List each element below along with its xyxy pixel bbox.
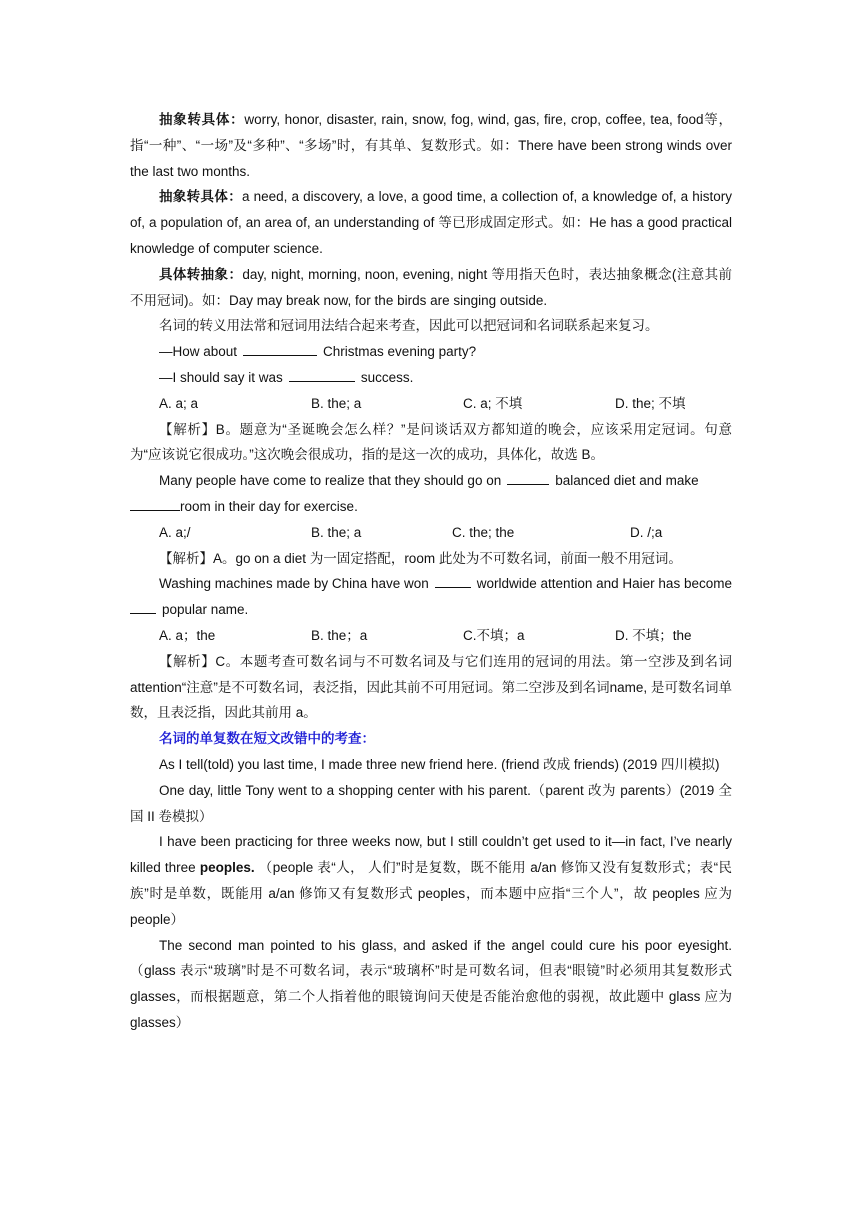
paragraph-text: worry, honor, disaster, rain, snow, fog, wind, gas, fire, crop, coffee, tea, food等，指“一种”、“一场”及“多种”、“多场”时，有其单、复数形式。如：There have been strong winds over the last two months. bbox=[130, 112, 732, 179]
example-bold-word: peoples. bbox=[199, 860, 255, 876]
paragraph-label: 抽象转具体： bbox=[159, 189, 243, 205]
document-body bbox=[130, 107, 732, 1036]
question-2-options bbox=[130, 520, 732, 546]
question-1-line-1 bbox=[130, 339, 732, 365]
question-text: —I should say it was bbox=[159, 369, 283, 385]
example-2: One day, little Tony went to a shopping center with his parent.（parent 改为 parents）(2019 全国 II 卷模拟） bbox=[130, 782, 732, 824]
option-d: D. 不填；the bbox=[615, 627, 692, 643]
option-b: B. the；a bbox=[311, 627, 368, 643]
answer-blank bbox=[289, 366, 355, 382]
option-c: C. a; 不填 bbox=[463, 395, 523, 411]
question-text: balanced diet and make bbox=[555, 473, 699, 489]
question-3-analysis: 【解析】C。本题考查可数名词与不可数名词及与它们连用的冠词的用法。第一空涉及到名词 attention“注意”是不可数名词，表泛指，因此其前不可用冠词。第二空涉及到名词name, 是可数名词单数，且表泛指，因此其前用 a。 bbox=[130, 653, 732, 721]
paragraph-label: 具体转抽象： bbox=[159, 266, 243, 282]
question-3-options bbox=[130, 623, 732, 649]
option-d: D. /;a bbox=[630, 524, 663, 540]
section-title: 名词的单复数在短文改错中的考查： bbox=[159, 731, 375, 747]
paragraph-abstract-to-concrete-1 bbox=[130, 107, 732, 184]
question-3-text bbox=[130, 571, 732, 623]
question-text: Many people have come to realize that they should go on bbox=[159, 473, 502, 489]
option-a: A. a; a bbox=[159, 395, 199, 411]
example-3 bbox=[130, 829, 732, 932]
paragraph-abstract-to-concrete-2 bbox=[130, 184, 732, 261]
answer-blank bbox=[507, 469, 549, 485]
option-b: B. the; a bbox=[311, 395, 362, 411]
answer-blank bbox=[130, 598, 156, 614]
question-1-options bbox=[130, 391, 732, 417]
paragraph-review-note: 名词的转义用法常和冠词用法结合起来考查，因此可以把冠词和名词联系起来复习。 bbox=[159, 318, 659, 334]
paragraph-label: 抽象转具体： bbox=[159, 112, 245, 127]
answer-blank bbox=[435, 572, 471, 588]
answer-blank bbox=[130, 495, 180, 511]
option-c: C. the; the bbox=[452, 524, 515, 540]
question-2-analysis: 【解析】A。go on a diet 为一固定搭配，room 此处为不可数名词，前面一般不用冠词。 bbox=[159, 550, 682, 566]
question-text: Washing machines made by China have won bbox=[159, 576, 429, 592]
paragraph-text: a need, a discovery, a love, a good time, a collection of, a knowledge of, a history of, a population of, an area of, an understanding of 等已形成固定形式。如：He has a good practical knowledge of computer science. bbox=[130, 189, 733, 256]
option-d: D. the; 不填 bbox=[615, 395, 686, 411]
question-1-line-2 bbox=[130, 365, 732, 391]
question-text: worldwide attention and Haier has become bbox=[476, 576, 732, 592]
question-text: success. bbox=[360, 369, 414, 385]
example-text: （people 表“人， 人们”时是复数，既不能用 a/an 修饰又没有复数形式；表“民族”时是单数，既能用 a/an 修饰又有复数形式 peoples，而本题中应指“三个人”，故 peoples 应为 people） bbox=[130, 860, 732, 927]
example-text: I have been practicing for three weeks now, but I still couldn’t get used to it—in fact, I’ve nearly killed three bbox=[130, 834, 732, 876]
question-text: —How about bbox=[159, 344, 238, 360]
question-text: Christmas evening party? bbox=[323, 344, 477, 360]
answer-blank bbox=[243, 340, 317, 356]
question-text: popular name. bbox=[162, 602, 249, 618]
example-1: As I tell(told) you last time, I made three new friend here. (friend 改成 friends) (2019 四川模拟) bbox=[159, 756, 720, 772]
paragraph-concrete-to-abstract bbox=[130, 262, 732, 314]
question-2-text bbox=[130, 468, 732, 520]
option-a: A. a;/ bbox=[159, 524, 191, 540]
option-a: A. a；the bbox=[159, 627, 216, 643]
example-4: The second man pointed to his glass, and asked if the angel could cure his poor eyesight.（glass 表示“玻璃”时是不可数名词，表示“玻璃杯”时是可数名词，但表“眼镜”时必须用其复数形式 glasses，而根据题意，第二个人指着他的眼镜询问天使是否能治愈他的弱视，故此题中 glass 应为 glasses） bbox=[130, 937, 732, 1030]
option-c: C.不填；a bbox=[463, 627, 525, 643]
question-text: room in their day for exercise. bbox=[180, 498, 358, 514]
question-1-analysis: 【解析】B。题意为“圣诞晚会怎么样？”是问谈话双方都知道的晚会，应该采用定冠词。句意为“应该说它很成功。”这次晚会很成功，指的是这一次的成功，具体化，故选 B。 bbox=[130, 421, 732, 463]
option-b: B. the; a bbox=[311, 524, 362, 540]
paragraph-text: day, night, morning, noon, evening, night 等用指天色时，表达抽象概念(注意其前不用冠词)。如：Day may break now, for the birds are singing outside. bbox=[130, 266, 732, 308]
